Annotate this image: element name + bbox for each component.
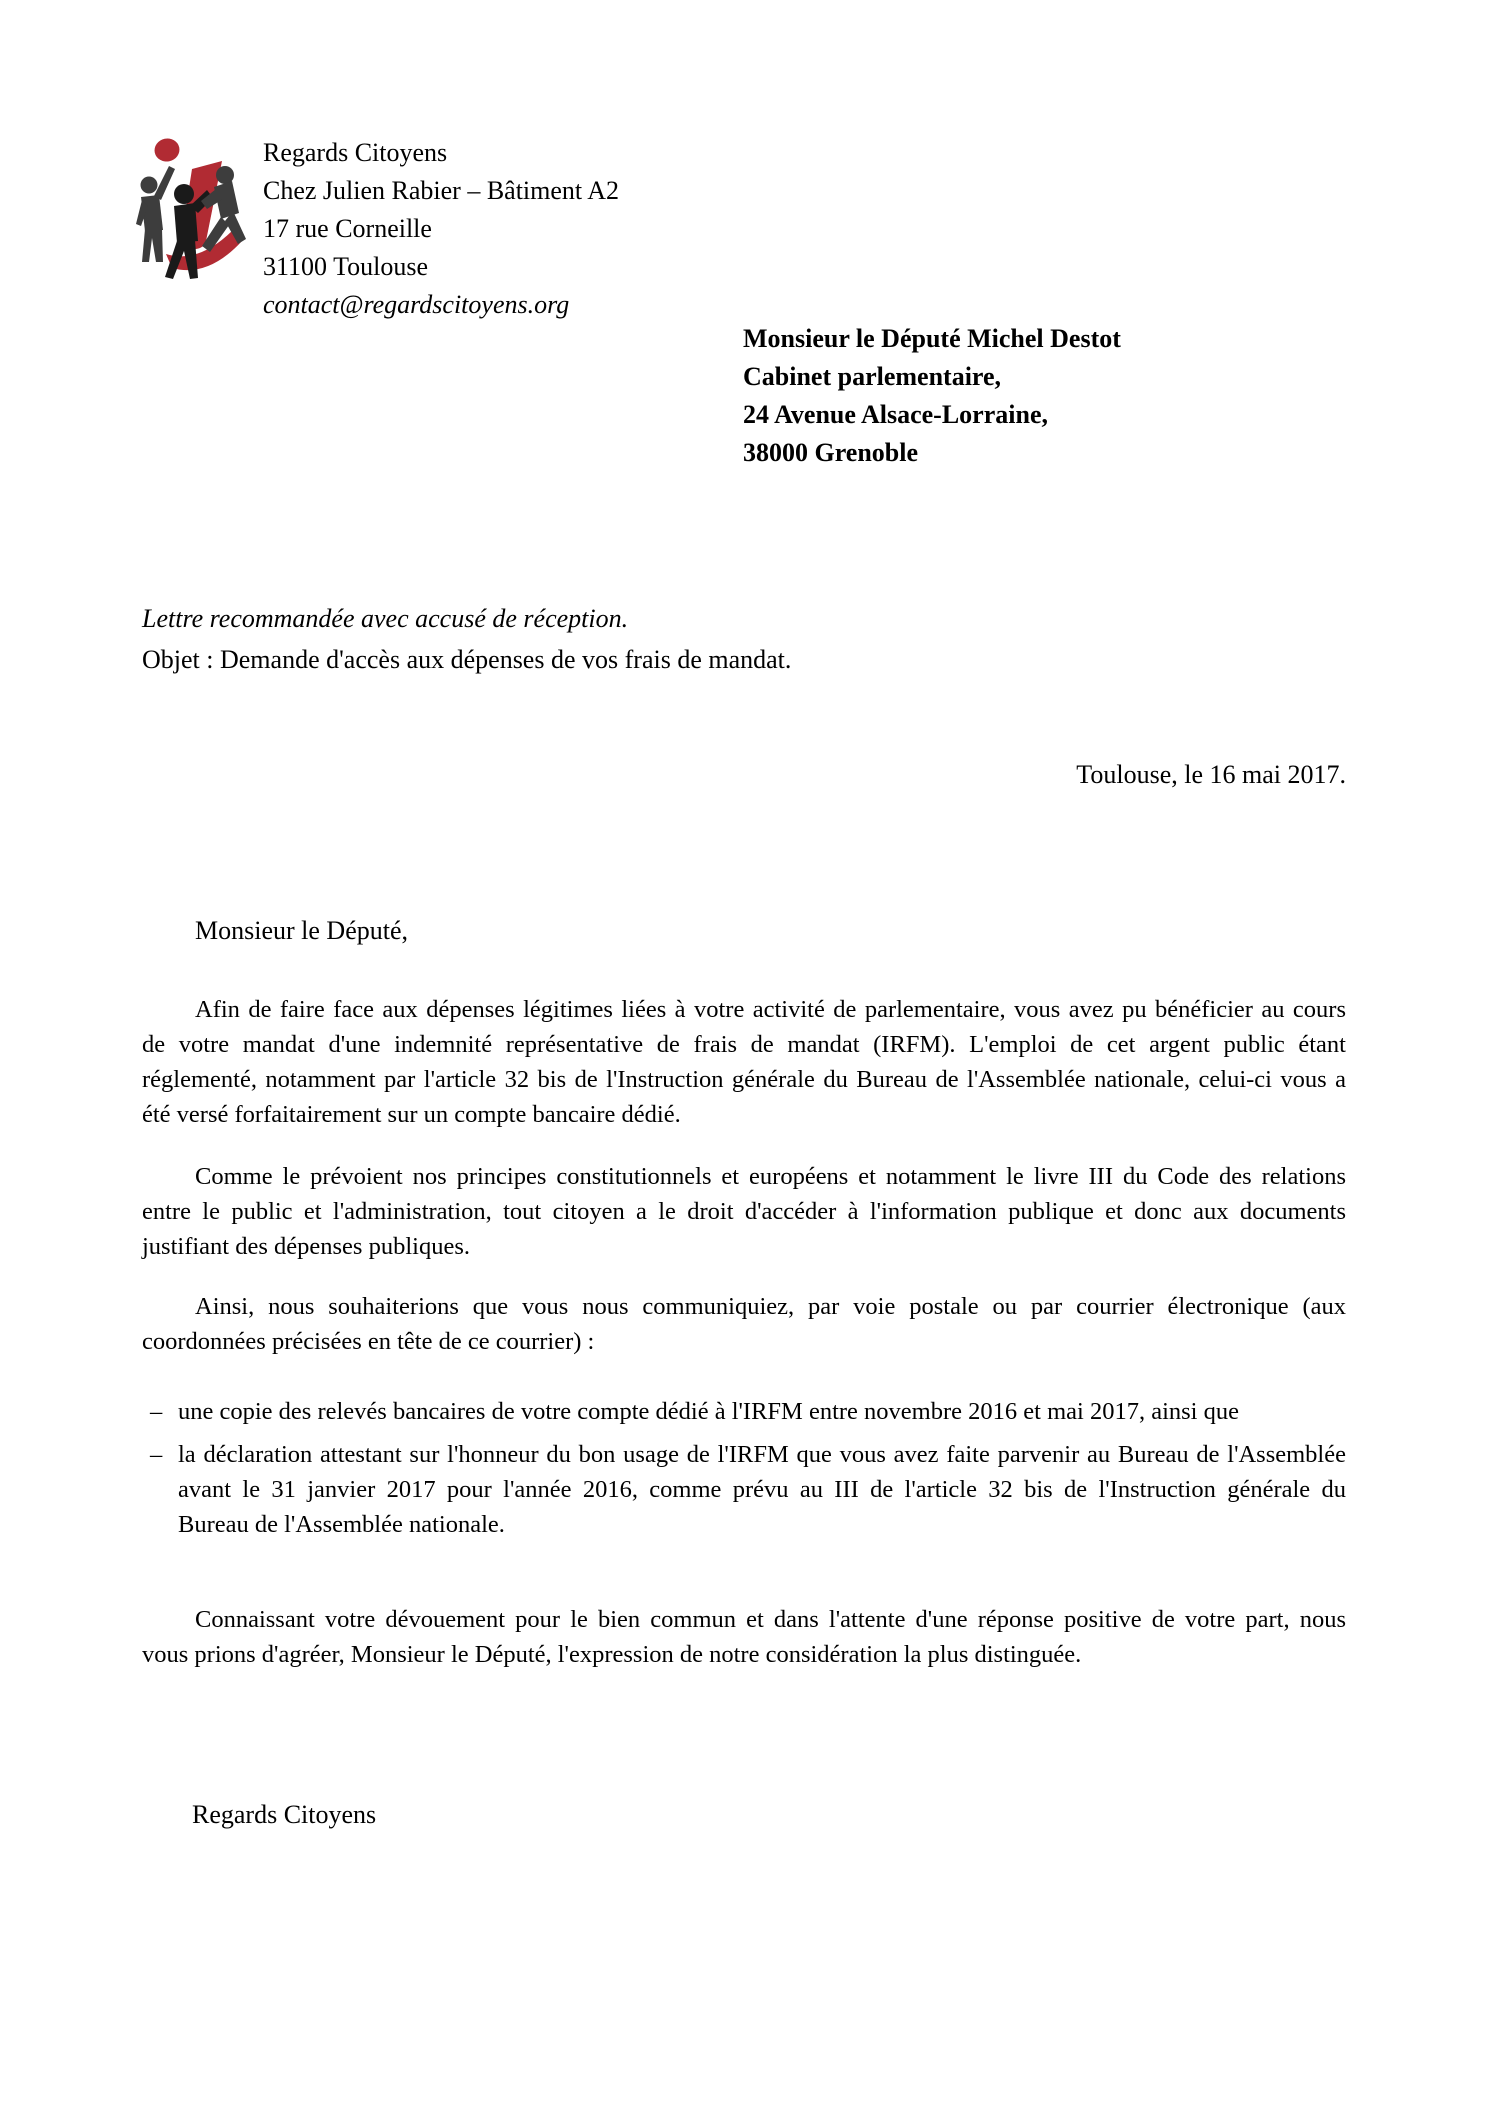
list-item [150,1437,1346,1542]
paragraph-request [142,1289,1346,1359]
signature: Regards Citoyens [192,1800,377,1829]
sender-address-line: Chez Julien Rabier – Bâtiment A2 [263,176,619,205]
text-line: Comme le prévoient nos principes constitutionnels et européens et notamment le livre III du Code des relations [195,1163,1346,1190]
regards-citoyens-logo [132,128,248,290]
text-line: Connaissant votre dévouement pour le bien commun et dans l'attente d'une réponse positive de votre part, nous [195,1606,1346,1633]
recipient-address-line: 38000 Grenoble [743,438,919,467]
paragraph-irfm-intro [142,992,1346,1132]
text-line: justifiant des dépenses publiques. [142,1233,470,1260]
text-line: Bureau de l'Assemblée nationale. [178,1511,505,1538]
sender-address-line: 31100 Toulouse [263,252,429,281]
notice-block [142,598,791,680]
text-line: coordonnées précisées en tête de ce courrier) : [142,1328,595,1355]
salutation: Monsieur le Député, [195,916,409,945]
sender-email: contact@regardscitoyens.org [263,290,570,319]
list-item-text [178,1437,1346,1542]
text-line: été versé forfaitairement sur un compte bancaire dédié. [142,1101,681,1128]
text-line: entre le public et l'administration, tout citoyen a le droit d'accéder à l'information publique et donc aux documents [142,1198,1346,1225]
sender-address-line: 17 rue Corneille [263,214,432,243]
date-line: Toulouse, le 16 mai 2017. [1076,760,1346,789]
text-line: Ainsi, nous souhaiterions que vous nous communiquiez, par voie postale ou par courrier électronique (aux [195,1293,1346,1320]
subject-line: Objet : Demande d'accès aux dépenses de vos frais de mandat. [142,645,792,674]
dash-bullet-icon: – [150,1398,163,1425]
list-item [150,1394,1346,1429]
text-line: réglementé, notamment par l'article 32 bis de l'Instruction générale du Bureau de l'Assemblée nationale, celui-ci vous a [142,1066,1346,1093]
recipient-name: Monsieur le Député Michel Destot [743,324,1121,353]
sender-block [263,134,619,324]
text-line: vous prions d'agréer, Monsieur le Député, l'expression de notre considération la plus distinguée. [142,1641,1082,1668]
paragraph-legal-basis [142,1159,1346,1264]
list-item-text [178,1394,1346,1429]
recipient-block [743,320,1121,472]
text-line: une copie des relevés bancaires de votre compte dédié à l'IRFM entre novembre 2016 et mai 2017, ainsi que [178,1398,1239,1425]
text-line: de votre mandat d'une indemnité représentative de frais de mandat (IRFM). L'emploi de cet argent public étant [142,1031,1346,1058]
dash-bullet-icon: – [150,1441,163,1468]
text-line: Afin de faire face aux dépenses légitimes liées à votre activité de parlementaire, vous avez pu bénéficier au cours [195,996,1346,1023]
registered-mail-notice: Lettre recommandée avec accusé de réception. [142,604,629,633]
text-line: avant le 31 janvier 2017 pour l'année 2016, comme prévu au III de l'article 32 bis de l'Instruction générale du [178,1476,1346,1503]
recipient-address-line: Cabinet parlementaire, [743,362,1002,391]
request-list [150,1394,1346,1542]
recipient-address-line: 24 Avenue Alsace-Lorraine, [743,400,1048,429]
logo-icon [132,128,248,290]
text-line: la déclaration attestant sur l'honneur du bon usage de l'IRFM que vous avez faite parvenir au Bureau de l'Assemblée [178,1441,1346,1468]
paragraph-closing [142,1602,1346,1672]
sender-name: Regards Citoyens [263,138,448,167]
